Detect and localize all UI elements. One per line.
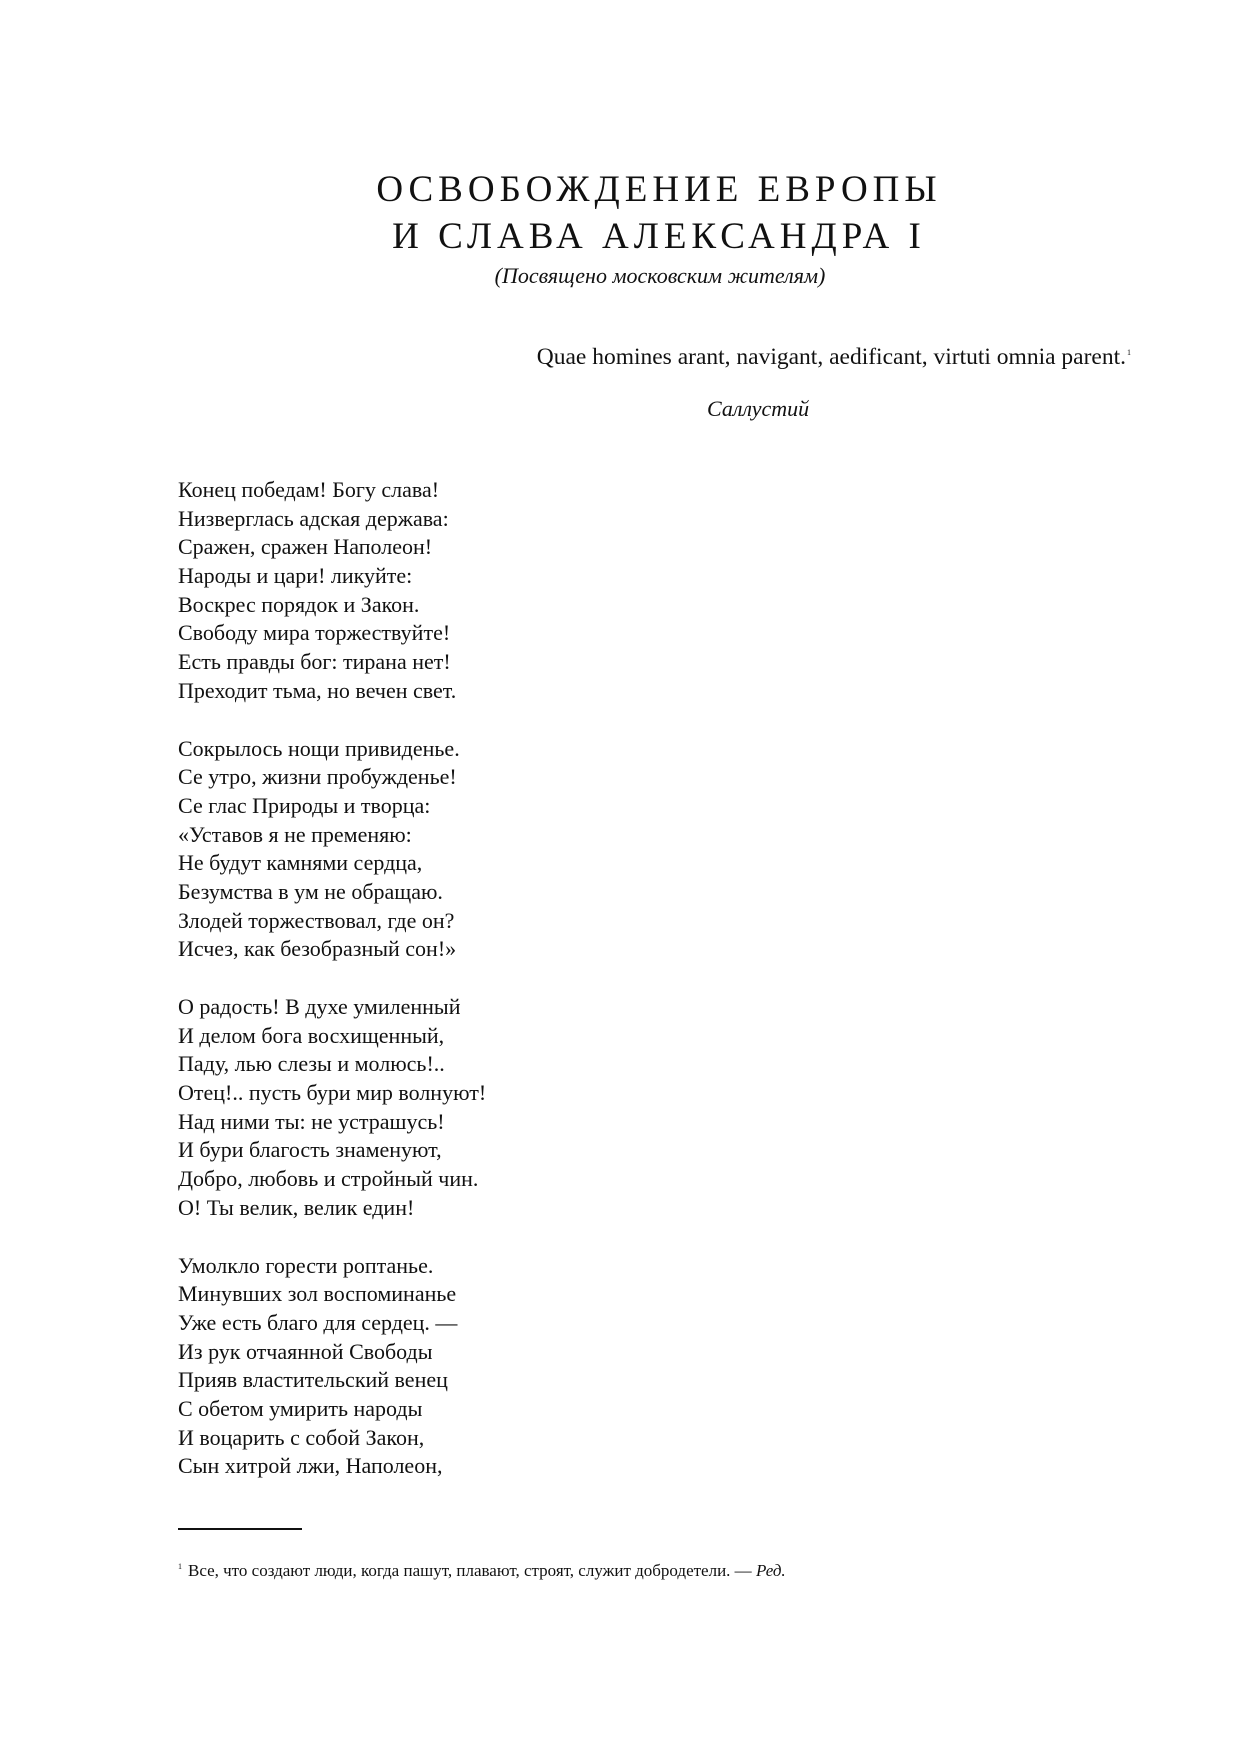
verse-line: Свободу мира торжествуйте! <box>178 620 451 646</box>
verse-line: И воцарить с собой Закон, <box>178 1424 425 1450</box>
verse-line: Низверглась адская держава: <box>178 505 449 531</box>
dedication: (Посвящено московским жителям) <box>494 263 826 288</box>
verse-line: Злодей торжествовал, где он? <box>178 907 455 933</box>
epigraph-footnote-ref[interactable]: 1 <box>1127 348 1131 357</box>
epigraph-text: Quae homines arant, navigant, aedificant, virtuti omnia parent. <box>536 344 1126 370</box>
verse-line: Безумства в ум не обращаю. <box>178 878 443 904</box>
verse-line: Отец!.. пусть бури мир волнуют! <box>178 1080 487 1106</box>
verse-line: О радость! В духе умиленный <box>178 994 461 1019</box>
verse-line: Прияв властительский венец <box>178 1367 448 1393</box>
verse-line: Сокрылось нощи привиденье. <box>178 735 460 761</box>
verse-line: Уже есть благо для сердец. — <box>178 1309 458 1335</box>
verse-line: Паду, лью слезы и молюсь!.. <box>178 1051 445 1077</box>
verse-line: Умолкло горести роптанье. <box>178 1252 434 1278</box>
verse-line: «Уставов я не пременяю: <box>178 821 412 847</box>
verse-line: Не будут камнями сердца, <box>178 850 423 876</box>
verse-line: Добро, любовь и стройный чин. <box>178 1166 479 1192</box>
footnote-text: Все, что создают люди, когда пашут, плавают, строят, служит добродетели. — <box>188 1561 756 1580</box>
stanza <box>178 1252 486 1482</box>
footnote-divider <box>178 1528 302 1530</box>
verse-line: Се глас Природы и творца: <box>178 792 431 818</box>
footnote <box>178 1562 786 1579</box>
verse-line: О! Ты велик, велик един! <box>178 1194 415 1220</box>
epigraph-author: Саллустий <box>707 396 810 421</box>
poem <box>178 476 486 1510</box>
title-line-2: И СЛАВА АЛЕКСАНДРА I <box>392 216 926 257</box>
stanza <box>178 735 486 965</box>
footnote-editor-note: Ред. <box>755 1561 786 1580</box>
verse-line: Преходит тьма, но вечен свет. <box>178 677 457 703</box>
verse-line: Сын хитрой лжи, Наполеон, <box>178 1453 443 1479</box>
verse-line: И бури благость знаменуют, <box>178 1137 442 1163</box>
verse-line: С обетом умирить народы <box>178 1395 423 1421</box>
epigraph <box>537 346 1131 370</box>
verse-line: Есть правды бог: тирана нет! <box>178 649 451 675</box>
stanza <box>178 993 486 1223</box>
verse-line: И делом бога восхищенный, <box>178 1022 445 1048</box>
verse-line: Исчез, как безобразный сон!» <box>178 936 457 962</box>
title-line-1: ОСВОБОЖДЕНИЕ ЕВРОПЫ <box>376 169 942 210</box>
verse-line: Из рук отчаянной Свободы <box>178 1338 433 1364</box>
verse-line: Народы и цари! ликуйте: <box>178 563 413 589</box>
stanza <box>178 476 486 706</box>
footnote-mark: 1 <box>178 1562 182 1571</box>
verse-line: Конец победам! Богу слава! <box>178 477 440 502</box>
verse-line: Воскрес порядок и Закон. <box>178 591 420 617</box>
verse-line: Минувших зол воспоминанье <box>178 1281 457 1307</box>
verse-line: Над ними ты: не устрашусь! <box>178 1108 445 1134</box>
verse-line: Сражен, сражен Наполеон! <box>178 534 433 560</box>
verse-line: Се утро, жизни пробужденье! <box>178 764 457 790</box>
